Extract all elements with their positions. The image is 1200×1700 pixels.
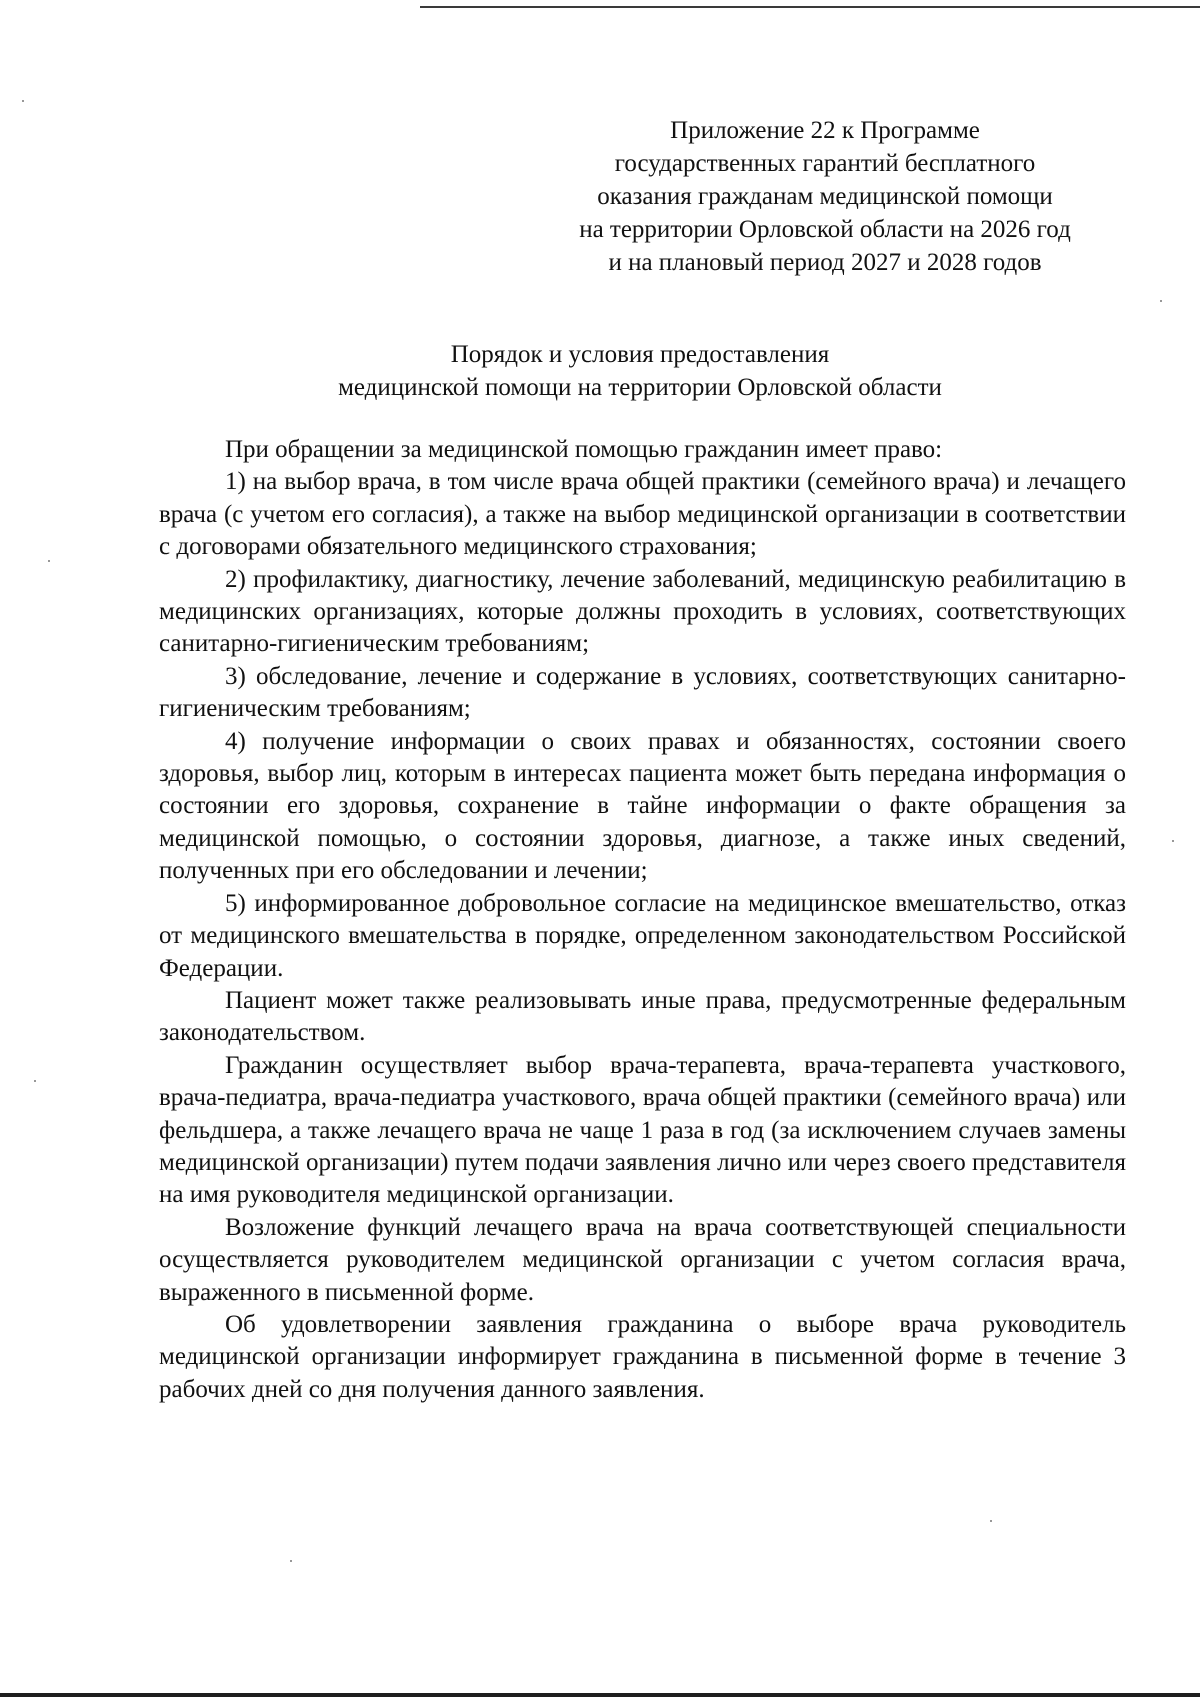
scan-speck — [48, 560, 50, 562]
scan-speck — [1160, 300, 1162, 302]
scan-edge-bottom — [0, 1693, 1200, 1697]
document-title — [160, 338, 1120, 404]
scan-speck — [22, 100, 24, 102]
annex-header — [520, 114, 1130, 279]
scan-speck — [990, 1520, 992, 1522]
scan-edge-top — [420, 6, 1200, 8]
document-body — [159, 434, 1126, 1406]
title-line: Порядок и условия предоставления — [450, 341, 830, 368]
annex-line: государственных гарантий бесплатного — [614, 150, 1036, 177]
paragraph-doctor-choice: Гражданин осуществляет выбор врача-терапевта, врача-терапевта участкового, врача-педиатра, врача-педиатра участкового, врача общей практики (семейного врача) или фельдшера, а также лечащего врача не чаще 1 раза в год (за исключением случаев замены медицинской организации) путем подачи заявления лично или через своего представителя на имя руководителя медицинской организации. — [159, 1051, 1126, 1209]
annex-line: на территории Орловской области на 2026 год — [579, 216, 1071, 243]
title-line: медицинской помощи на территории Орловской области — [338, 374, 942, 401]
paragraph-right-4: 4) получение информации о своих правах и обязанностях, состоянии своего здоровья, выбор лиц, которым в интересах пациента может быть передана информация о состоянии его здоровья, сохранение в тайне информации о факте обращения за медицинской помощью, о состоянии здоровья, диагнозе, а также иных сведений, полученных при его обследовании и лечении; — [159, 727, 1126, 885]
paragraph-right-5: 5) информированное добровольное согласие на медицинское вмешательство, отказ от медицинского вмешательства в порядке, определенном законодательством Российской Федерации. — [159, 889, 1126, 982]
paragraph-other-rights: Пациент может также реализовывать иные права, предусмотренные федеральным законодательством. — [159, 986, 1126, 1047]
annex-line: Приложение 22 к Программе — [670, 117, 980, 144]
scan-speck — [1172, 840, 1174, 842]
paragraph-intro: При обращении за медицинской помощью гражданин имеет право: — [225, 436, 943, 463]
scan-speck — [34, 1080, 36, 1082]
paragraph-right-3: 3) обследование, лечение и содержание в условиях, соответствующих санитарно-гигиеническим требованиям; — [159, 662, 1126, 723]
paragraph-functions: Возложение функций лечащего врача на врача соответствующей специальности осуществляется руководителем медицинской организации с учетом согласия врача, выраженного в письменной форме. — [159, 1213, 1126, 1306]
paragraph-right-2: 2) профилактику, диагностику, лечение заболеваний, медицинскую реабилитацию в медицинских организациях, которые должны проходить в условиях, соответствующих санитарно-гигиеническим требованиям; — [159, 565, 1126, 658]
annex-line: и на плановый период 2027 и 2028 годов — [608, 249, 1042, 276]
annex-line: оказания гражданам медицинской помощи — [597, 183, 1053, 210]
scan-speck — [290, 1560, 292, 1562]
paragraph-right-1: 1) на выбор врача, в том числе врача общей практики (семейного врача) и лечащего врача (с учетом его согласия), а также на выбор медицинской организации в соответствии с договорами обязательного медицинского страхования; — [159, 468, 1126, 561]
paragraph-notification: Об удовлетворении заявления гражданина о выборе врача руководитель медицинской организации информирует гражданина в письменной форме в течение 3 рабочих дней со дня получения данного заявления. — [159, 1310, 1126, 1403]
